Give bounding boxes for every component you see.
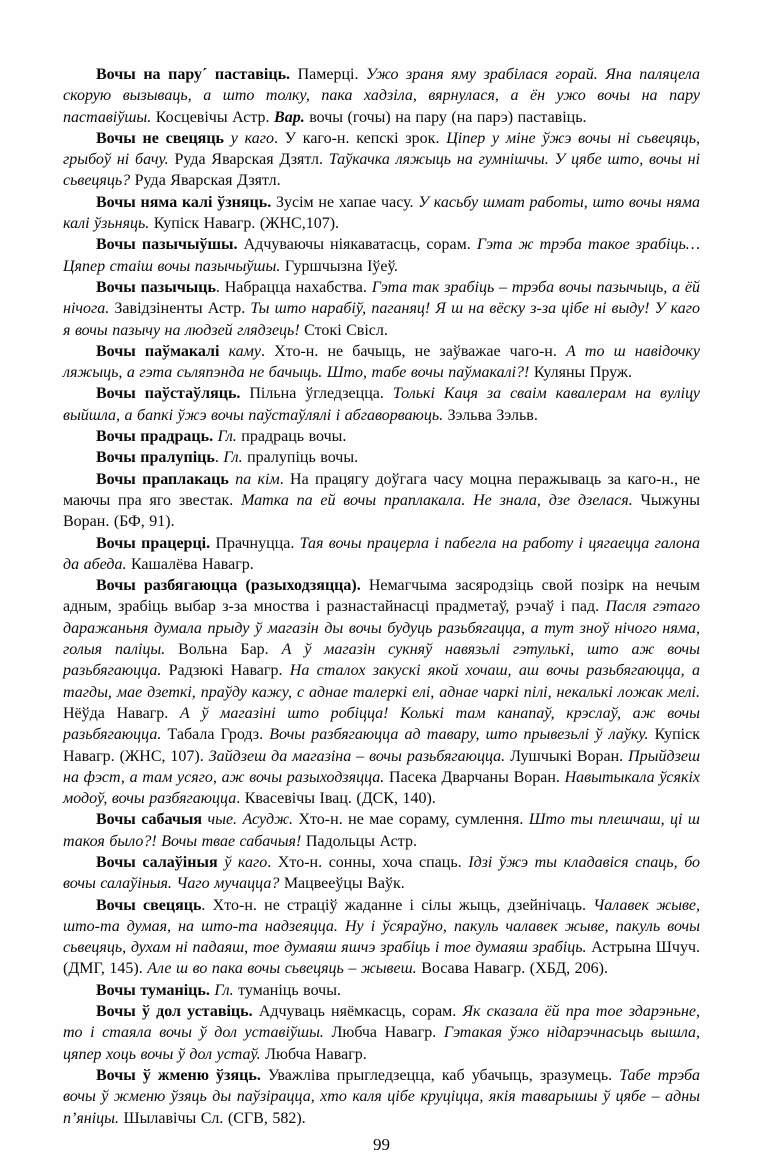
entry-text-run: Зэльва Зэльв. [447, 406, 538, 424]
entry-text-run: Ціпер у міне ўжэ вочы ні сьвецяць, грыбоў ні бачу. [63, 129, 700, 169]
entry-text-run: Вочы разбягаюцца ад тавару, што прывезьлі ў лаўку. [269, 726, 655, 744]
entry-text-run: Пасека Дварчаны Воран. [389, 768, 565, 786]
entry-text-run: Кашалёва Навагр. [130, 555, 254, 573]
entry-text-run: Табала Гродз. [167, 726, 270, 744]
dictionary-entry [63, 533, 700, 576]
entry-text-run: А ў магазіні што робіцца! Колькі там канапаў, крэслаў, аж вочы разьбягаюцца. [63, 704, 701, 744]
entry-headword: Вочы сабачыя [96, 811, 208, 829]
entry-text-run: каму [228, 342, 261, 360]
entry-text-run: Вар. [274, 108, 310, 126]
entry-text-run: Што ты плешчаш, ці ш такоя было?! Вочы твае сабачыя! [63, 811, 700, 850]
entry-headword: Вочы свецяць [96, 896, 202, 914]
entry-text-run: . У каго-н. кепскі зрок. [273, 129, 447, 147]
entry-headword: Вочы паўмакалі [96, 342, 229, 360]
entry-text-run: Пільна ўгледзецца. [249, 385, 393, 403]
dictionary-entry [63, 469, 700, 533]
entry-text-run: Гл. [214, 981, 239, 999]
dictionary-entry [63, 447, 700, 468]
entry-headword: Вочы пазычыўшы. [96, 236, 244, 254]
entry-text-run: Вольна Бар. [178, 641, 282, 659]
entry-text-run: вочы (гочы) на пару (на парэ) паставіць. [309, 108, 587, 126]
entry-text-run: Гэта ж трэба такое зрабіць… Цяпер стаіш вочы пазычыўшы. [63, 236, 700, 275]
entry-headword: Вочы на пару´ паставіць. [96, 66, 298, 83]
dictionary-entry [63, 341, 700, 384]
entry-text-run: Руда Яварская Дзятл. [134, 172, 281, 190]
entry-headword: Вочы не свецяць [96, 129, 231, 147]
entry-text-run: Чыжуны Воран. (БФ, 91). [63, 491, 701, 531]
entry-text-run: Шылавічы Сл. (СГВ, 582). [123, 1109, 306, 1127]
entry-headword: Вочы паўстаўляць. [96, 385, 250, 403]
entry-text-run: Купіск Навагр. (ЖНС,107). [153, 215, 340, 233]
dictionary-entry [63, 234, 700, 277]
entry-text-run: Любча Навагр. [265, 1045, 367, 1063]
entry-text-run: Восава Навагр. (ХБД, 206). [421, 960, 608, 978]
entry-headword: Вочы салаўіныя [96, 853, 225, 871]
entry-text-run: чые. Асудж. [207, 811, 299, 829]
entry-text-run: . Набрацца нахабства. [215, 278, 372, 296]
entry-text-run: прадраць вочы. [241, 428, 347, 446]
entry-text-run: Руда Яварская Дзятл. [174, 151, 329, 169]
entry-text-run: Гэта так зрабіць – трэба вочы пазычыць, а ёй нічога. [63, 278, 701, 318]
entry-text-run: Завідзіненты Астр. [114, 300, 251, 318]
dictionary-entry [63, 575, 700, 809]
entry-headword: Вочы ў жменю ўзяць. [96, 1066, 268, 1084]
entry-text-run: . На працягу доўгага часу моцна перажываць за каго-н., не маючы пра яго звестак. [63, 470, 701, 509]
entry-text-run: Гл. [217, 428, 242, 446]
dictionary-entry [63, 426, 700, 447]
entry-text-run: Гуршчызна Іўеў. [284, 257, 398, 275]
entry-headword: Вочы разбягаюцца (разыходзяцца). [96, 577, 369, 595]
entry-text-run: Зусім не хапае часу. [275, 193, 419, 211]
entry-text-run: Лушчыкі Воран. [510, 747, 629, 765]
entry-headword: Вочы прадраць. [96, 428, 218, 446]
entry-text-run: А ў магазін сукняў навязьлі гэтулькі, што аж вочы разьбягаюцца. [63, 641, 701, 680]
entry-text-run: Таўкачка ляжыць на гумнішчы. У цябе што, вочы ні сьвецяць? [63, 151, 701, 190]
entry-text-run: Табе трэба вочы ў жменю ўзяць ды паўзірацца, хто каля цібе круціцца, якія таварышы ў цябе – адны п’яніцы. [63, 1066, 700, 1127]
entry-text-run: У касьбу шмат работы, што вочы няма калі ўзьняць. [63, 193, 701, 233]
text-block [63, 64, 700, 1129]
entry-text-run: пралупіць вочы. [247, 449, 359, 467]
entry-text-run: Адчуваючы ніякаватасць, сорам. [243, 236, 477, 254]
entry-text-run: Ужо зраня яму зрабілася горай. Яна паляцела скорую вызываць, а што толку, пака хадзіла, вярнулася, а ён ужо вочы на пару паставіўшы. [63, 66, 700, 126]
entry-text-run: . Хто-н. не бачыць, не заўважае чаго-н. [260, 342, 566, 360]
dictionary-entry [63, 1001, 700, 1065]
entry-text-run: Матка па ей вочы праплакала. Не знала, дзе дзелася. [241, 491, 641, 509]
entry-text-run: Любча Навагр. [331, 1024, 444, 1042]
entry-text-run: Нёўда Навагр. [63, 704, 180, 722]
dictionary-entry [63, 852, 700, 895]
entry-text-run: Гл. [223, 449, 248, 467]
entry-headword: Вочы няма калі ўзняць. [96, 193, 276, 211]
page-number: 99 [373, 1134, 390, 1154]
entry-headword: Вочы ў дол уставіць. [96, 1003, 259, 1021]
entry-text-run: Стокі Свісл. [304, 321, 388, 339]
entry-text-run: Купіск Навагр. (ЖНС, 107). [63, 726, 700, 765]
entry-text-run: Гэтакая ўжо нідарэчнасьць вышла, цяпер хоць вочы ў дол устаў. [63, 1024, 701, 1063]
entry-headword: Вочы праплакаць [96, 470, 236, 488]
entry-headword: Вочы працерці. [96, 534, 216, 552]
entry-text-run: Як сказала ёй пра тое здарэньне, то і стаяла вочы ў дол уставіўшы. [63, 1003, 700, 1042]
entry-text-run: Пасля гэтаго даражаньня думала прыду ў магазін ды вочы будуць разьбягацца, а тут зноў нічого няма, голыя паліцы. [63, 598, 700, 659]
entry-text-run: На сталох закускі якой хочаш, аш вочы разьбягаюцца, а тагды, мае дзеткі, праўду кажу, с аднае талеркі елі, аднае чаркі пілі, некалькі ложак мелі. [63, 662, 700, 701]
entry-text-run: Адчуваць няёмкасць, сорам. [258, 1003, 463, 1021]
entry-text-run: А то ш навідочку ляжыць, а гэта сьляпэнда не бачыць. Што, табе вочы паўмакалі?! [63, 342, 701, 382]
entry-text-run: Ты што нарабіў, паганяц! Я ш на вёску з-за цібе ні выду! У каго я вочы пазычу на людзей глядзець! [63, 300, 700, 339]
entry-text-run: Тая вочы працерла і пабегла на работу і цягаецца галона да абеда. [63, 534, 700, 573]
entry-text-run: па кім [235, 470, 280, 488]
entry-text-run: Уважліва прыгледзецца, каб убачыць, зразумець. [267, 1066, 620, 1084]
entry-text-run: . Квасевічы Івац. (ДСК, 140). [236, 790, 436, 808]
entry-text-run: Прыйдзеш на фэст, а там усяго, аж вочы разыходзяцца. [63, 747, 701, 786]
entry-text-run: Хто-н. не мае сораму, сумлення. [298, 811, 529, 829]
entry-text-run: Мацвееўцы Ваўк. [283, 875, 405, 893]
entry-text-run: Але ш во пака вочы сьвецяць – жывеш. [147, 960, 422, 978]
entry-text-run: Прачнуцца. [215, 534, 300, 552]
entry-text-run: Толькі Каця за сваім кавалерам на вуліцу выйшла, а бапкі ўжэ вочы паўстаўлялі і абгаворваюць. [63, 385, 700, 424]
dictionary-entry [63, 383, 700, 426]
dictionary-entry [63, 1065, 700, 1129]
dictionary-entry [63, 277, 700, 341]
entry-headword: Вочы пралупіць [96, 449, 215, 467]
entry-text-run: Чалавек жыве, што-та думая, на што-та надзеяцца. Ну і ўсяраўно, пакуль чалавек жыве, пакуль вочы сьвецяць, духам ні падаяш, тое думаяш яшчэ зрабіць і тое думаяш зрабіць. [63, 896, 701, 957]
dictionary-entry [63, 980, 700, 1001]
dictionary-entry [63, 64, 700, 128]
entry-text-run: . Хто-н. не страціў жаданне і сілы жыць, дзейнічаць. [201, 896, 594, 914]
entry-text-run: Памерці. [297, 66, 367, 83]
entry-text-run: Ідзі ўжэ ты кладавіся спаць, бо вочы салаўіныя. Чаго мучацца? [63, 853, 701, 893]
entry-text-run: Падольцы Астр. [305, 832, 417, 850]
entry-text-run: Косцевічы Астр. [155, 108, 275, 126]
entry-headword: Вочы туманіць. [96, 981, 215, 999]
dictionary-entry [63, 192, 700, 235]
entry-headword: Вочы пазычыць [96, 278, 216, 296]
dictionary-entry [63, 128, 700, 192]
entry-text-run: . [214, 449, 224, 467]
entry-text-run: Куляны Пруж. [533, 364, 632, 382]
dictionary-entry [63, 895, 700, 980]
entry-text-run: Немагчыма засяродзіць свой позірк на нечым адным, зрабіць выбар з-за мноства і разнастайнасці прадметаў, рэчаў і пад. [63, 577, 700, 616]
entry-text-run: Зайдзеш да магазіна – вочы разьбягаюцца. [208, 747, 511, 765]
entry-text-run: ў каго [224, 853, 268, 871]
entry-text-run: Астрына Шчуч. (ДМГ, 145). [63, 939, 700, 978]
entry-text-run: у каго [230, 129, 274, 147]
dictionary-entry [63, 809, 700, 852]
entry-text-run: . Хто-н. сонны, хоча спаць. [267, 853, 469, 871]
entry-text-run: Радзюкі Навагр. [168, 662, 290, 680]
entry-text-run: туманіць вочы. [238, 981, 341, 999]
entry-text-run: Навытыкала ўсякіх модоў, вочы разбягаюцца [63, 768, 701, 808]
